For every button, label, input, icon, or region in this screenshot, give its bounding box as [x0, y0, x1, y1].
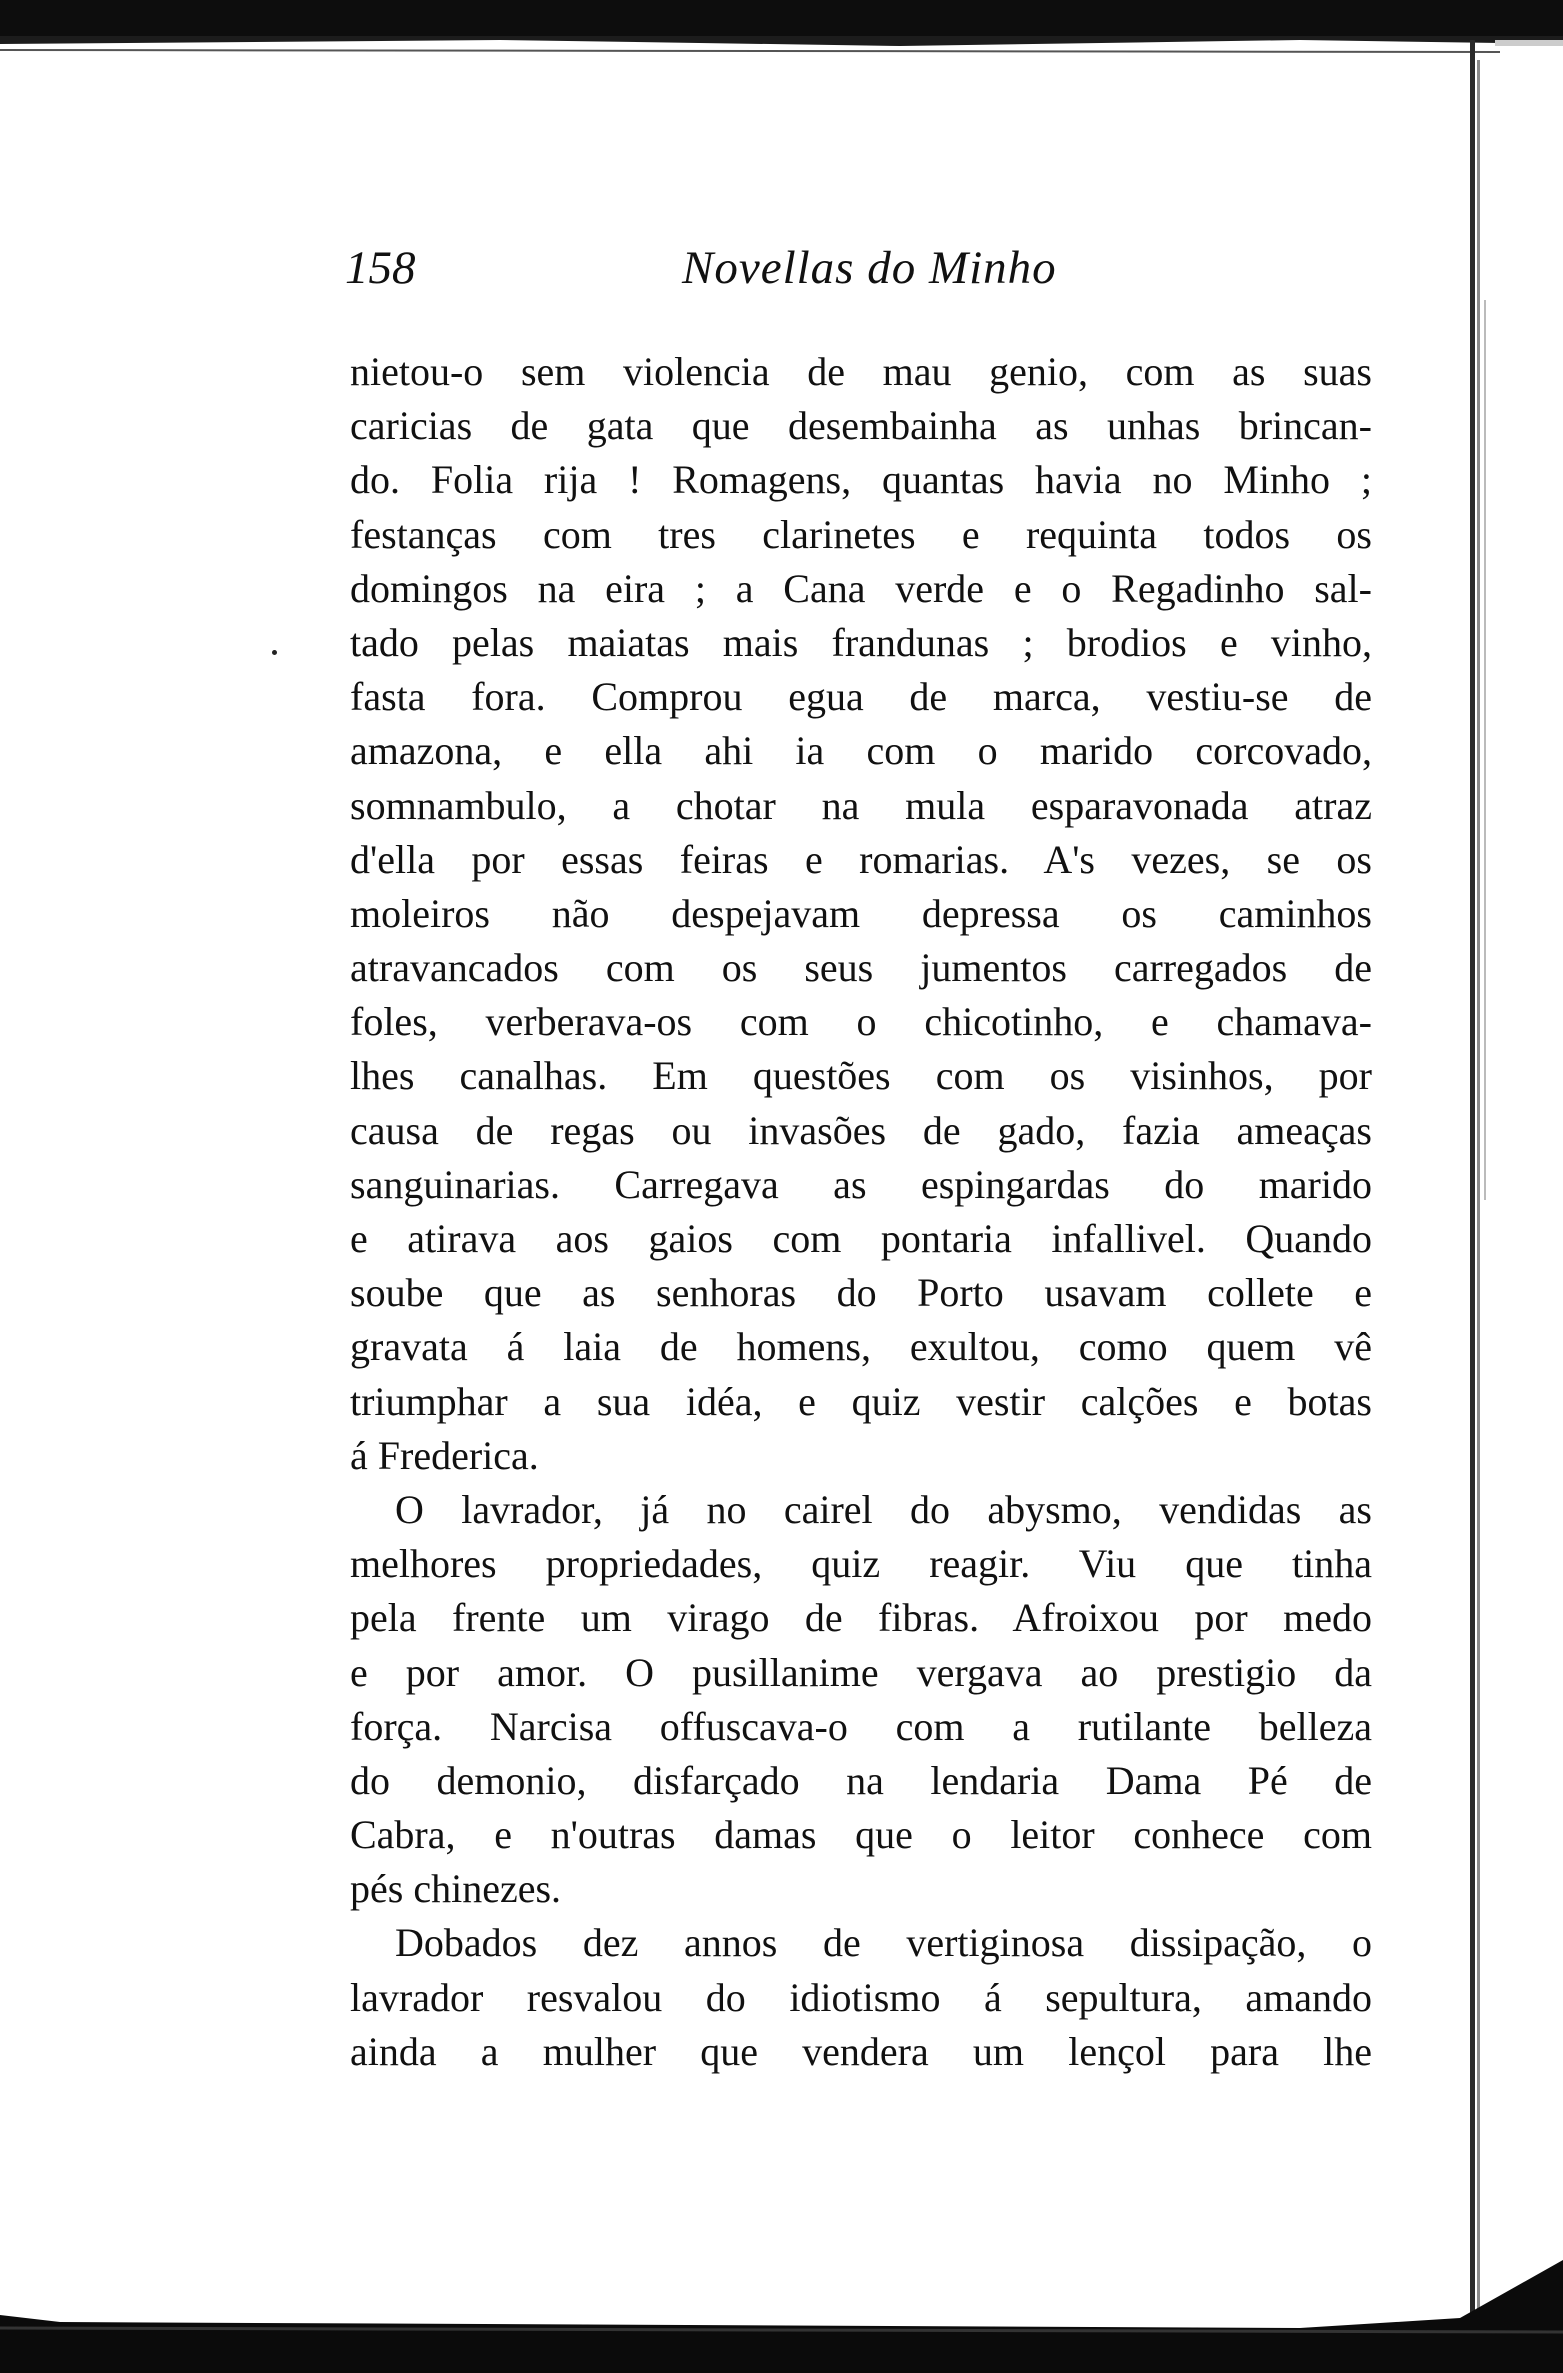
text-line: sanguinarias. Carregava as espingardas do marido — [350, 1161, 1372, 1207]
text-line: e atirava aos gaios com pontaria infallivel. Quando — [350, 1216, 1372, 1261]
text-line: soube que as senhoras do Porto usavam collete e — [350, 1270, 1372, 1316]
running-header — [345, 238, 1385, 298]
text-line: moleiros não despejavam depressa os caminhos — [350, 890, 1372, 936]
text-line: fasta fora. Comprou egua de marca, vestiu-se de — [350, 674, 1372, 720]
text-line: Dobados dez annos de vertiginosa dissipação, o — [395, 1920, 1372, 1966]
text-line: nietou-o sem violencia de mau genio, com as suas — [350, 349, 1372, 394]
body-text — [350, 345, 1372, 2079]
scan-edge-top — [0, 0, 1563, 60]
text-line: causa de regas ou invasões de gado, fazia ameaças — [350, 1107, 1372, 1153]
text-line: tado pelas maiatas mais frandunas ; brodios e vinho, — [350, 619, 1372, 665]
text-line: melhores propriedades, quiz reagir. Viu que tinha — [350, 1541, 1372, 1587]
text-line: foles, verberava-os com o chicotinho, e chamava- — [350, 999, 1372, 1045]
text-line: lhes canalhas. Em questões com os visinhos, por — [350, 1053, 1372, 1099]
text-line: á Frederica. — [350, 1432, 539, 1478]
ink-speck — [272, 650, 277, 655]
text-line: do demonio, disfarçado na lendaria Dama Pé de — [350, 1757, 1372, 1803]
text-line: pés chinezes. — [350, 1866, 562, 1912]
text-line: gravata á laia de homens, exultou, como quem vê — [350, 1324, 1372, 1370]
text-line: somnambulo, a chotar na mula esparavonada atraz — [350, 782, 1372, 828]
text-line: atravancados com os seus jumentos carregados de — [350, 945, 1372, 991]
text-line: força. Narcisa offuscava-o com a rutilante belleza — [350, 1703, 1372, 1749]
text-line: lavrador resvalou do idiotismo á sepultura, amando — [350, 1974, 1372, 2020]
text-line: Cabra, e n'outras damas que o leitor conhece com — [350, 1812, 1372, 1858]
text-line: domingos na eira ; a Cana verde e o Regadinho sal- — [350, 565, 1372, 611]
text-line: caricias de gata que desembainha as unhas brincan- — [350, 403, 1372, 449]
text-line: ainda a mulher que vendera um lençol para lhe — [350, 2028, 1372, 2074]
text-line: pela frente um virago de fibras. Afroixou por medo — [350, 1595, 1372, 1641]
running-title: Novellas do Minho — [682, 242, 1057, 294]
text-line: festanças com tres clarinetes e requinta todos os — [350, 511, 1372, 557]
text-line: d'ella por essas feiras e romarias. A's vezes, se os — [350, 836, 1372, 882]
text-line: triumphar a sua idéa, e quiz vestir calções e botas — [350, 1378, 1372, 1424]
scan-edge-bottom — [0, 2260, 1563, 2373]
text-line: e por amor. O pusillanime vergava ao prestigio da — [350, 1649, 1372, 1695]
text-line: O lavrador, já no cairel do abysmo, vendidas as — [395, 1486, 1372, 1532]
page-number: 158 — [345, 242, 416, 294]
text-line: amazona, e ella ahi ia com o marido corcovado, — [350, 728, 1372, 774]
scan-edge-right — [1460, 0, 1563, 2373]
text-line: do. Folia rija ! Romagens, quantas havia no Minho ; — [350, 457, 1372, 503]
